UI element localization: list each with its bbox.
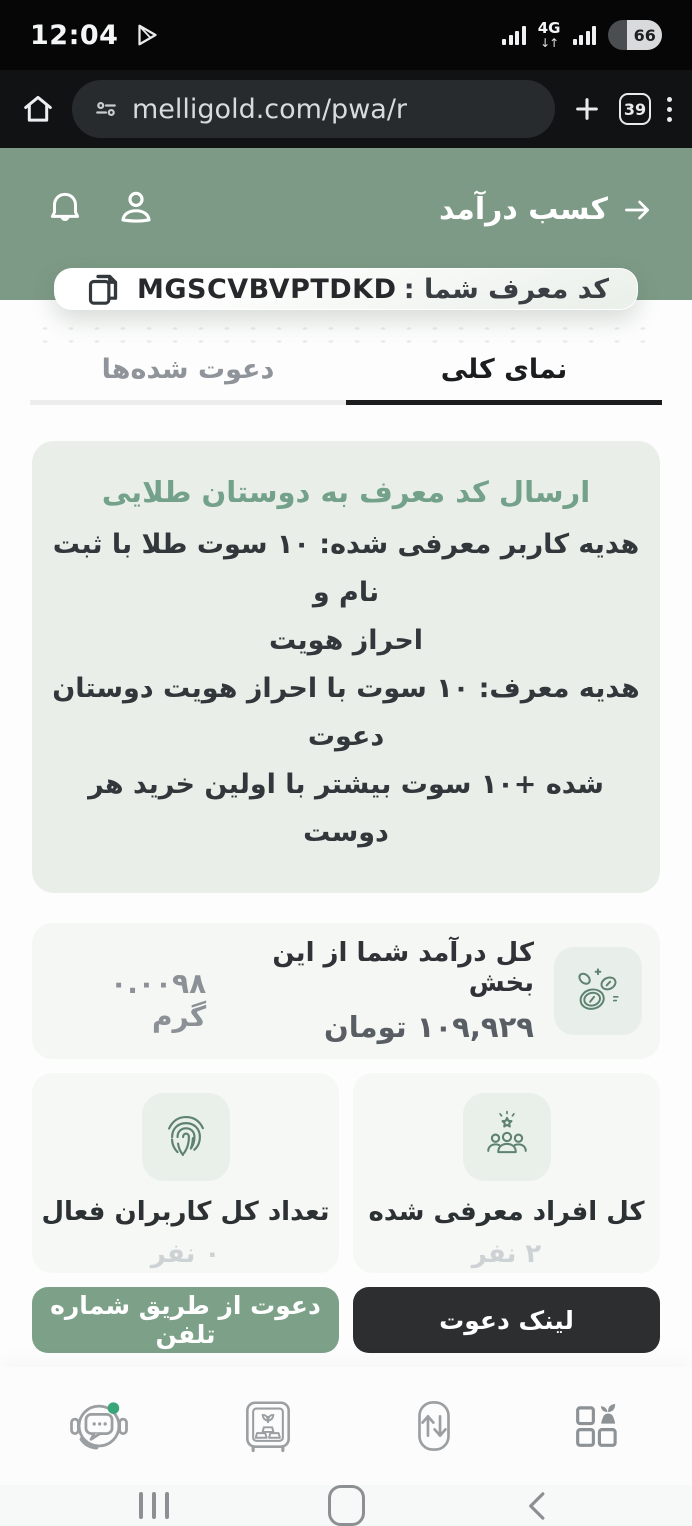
clock: 12:04 <box>30 19 119 51</box>
invite-link-button[interactable]: لینک دعوت <box>353 1287 660 1353</box>
back-button[interactable] <box>501 1489 575 1523</box>
tab-overview[interactable]: نمای کلی <box>346 354 662 405</box>
referral-info-card <box>32 441 660 893</box>
status-bar <box>0 0 692 70</box>
new-tab-icon[interactable] <box>571 93 603 125</box>
info-card-line: هدیه معرف: ۱۰ سوت با احراز هویت دوستان دعوت <box>52 673 640 752</box>
page-title: کسب درآمد <box>438 192 608 227</box>
profile-icon[interactable] <box>114 186 158 230</box>
active-icon-tile <box>142 1093 230 1181</box>
recents-button[interactable] <box>117 1492 191 1519</box>
referral-code-label: کد معرف شما : <box>403 273 609 305</box>
menu-icon[interactable] <box>667 97 672 122</box>
play-store-icon <box>132 20 162 50</box>
referred-users-label: کل افراد معرفی شده <box>368 1197 645 1227</box>
info-card-line: احراز هویت <box>268 625 424 656</box>
battery-icon <box>608 20 662 50</box>
referral-code-card <box>54 268 638 310</box>
signal-icon-2 <box>573 25 597 45</box>
referred-icon-tile <box>463 1093 551 1181</box>
url-text: melligold.com/pwa/r <box>132 93 408 125</box>
url-bar[interactable] <box>72 80 555 138</box>
tab-switcher[interactable]: 39 <box>619 93 651 125</box>
browser-toolbar <box>0 70 692 148</box>
active-users-label: تعداد کل کاربران فعال <box>41 1197 330 1227</box>
support-chat-icon[interactable] <box>66 1393 132 1459</box>
income-label: کل درآمد شما از این بخش <box>272 938 534 998</box>
coins-icon <box>570 963 626 1019</box>
active-users-card <box>32 1073 339 1273</box>
back-arrow-icon[interactable] <box>620 193 654 227</box>
people-star-icon <box>478 1108 536 1166</box>
bottom-navigation <box>0 1367 692 1485</box>
income-grams: ۰.۰۰۹۸ گرم <box>110 967 207 1033</box>
notifications-bell-icon[interactable] <box>44 187 86 229</box>
referred-users-value: ۲ نفر <box>471 1239 542 1269</box>
coins-icon-tile <box>554 947 642 1035</box>
active-users-value: ۰ نفر <box>150 1239 221 1269</box>
stats-row <box>32 1073 660 1273</box>
action-buttons-row <box>32 1287 660 1353</box>
income-amount: ۱۰۹,۹۲۹ تومان <box>324 1010 534 1044</box>
site-settings-icon[interactable] <box>92 95 120 123</box>
network-type-icon: 4G ↓↑ <box>537 19 561 50</box>
income-card <box>32 923 660 1059</box>
watermark-pattern <box>28 318 664 348</box>
info-card-title: ارسال کد معرف به دوستان طلایی <box>101 475 591 509</box>
signal-icon <box>502 25 526 45</box>
transactions-icon[interactable] <box>405 1397 463 1455</box>
referred-users-card <box>353 1073 660 1273</box>
gold-vault-icon[interactable] <box>237 1395 299 1457</box>
battery-percent: 66 <box>627 20 662 50</box>
referral-code-value[interactable]: MGSCVBVPTDKD <box>137 273 397 305</box>
home-icon[interactable] <box>20 91 56 127</box>
invite-by-phone-button[interactable]: دعوت از طریق شماره تلفن <box>32 1287 339 1353</box>
tab-bar <box>30 354 662 405</box>
copy-icon[interactable] <box>83 269 123 309</box>
android-nav-bar <box>0 1485 692 1526</box>
fingerprint-icon <box>157 1108 215 1166</box>
home-button[interactable] <box>309 1485 383 1526</box>
info-card-line: شده +۱۰ سوت بیشتر با اولین خرید هر دوست <box>88 769 604 848</box>
info-card-line: هدیه کاربر معرفی شده: ۱۰ سوت طلا با ثبت نام و <box>52 529 640 608</box>
tab-invited[interactable]: دعوت شده‌ها <box>30 354 346 405</box>
products-grid-icon[interactable] <box>568 1397 626 1455</box>
